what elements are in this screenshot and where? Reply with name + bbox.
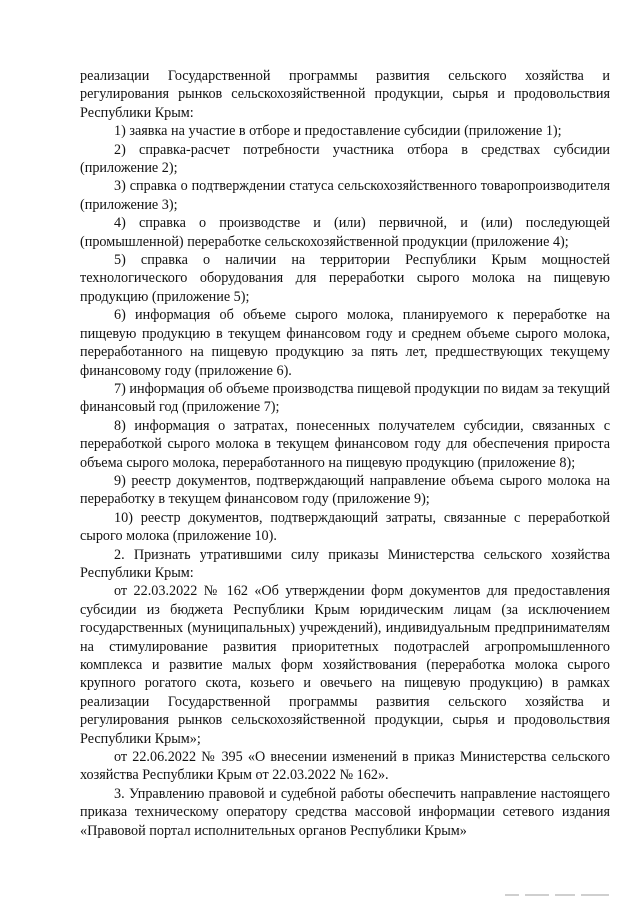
list-item-5: 5) справка о наличии на территории Республики Крым мощностей технологического оборудования для переработки сырого молока на пищевую продукцию (приложение 5);: [80, 252, 610, 305]
list-item-8: 8) информация о затратах, понесенных получателем субсидии, связанных с переработкой сырого молока в текущем финансовом году для обеспечения прироста объема сырого молока, переработанного на пищевую продукцию (приложение 8);: [80, 417, 610, 471]
list-item-1: 1) заявка на участие в отборе и предоставление субсидии (приложение 1);: [114, 123, 562, 140]
list-item-9: 9) реестр документов, подтверждающий направление объема сырого молока на переработку в текущем финансовом году (приложение 9);: [80, 472, 610, 508]
repealed-order-395: от 22.06.2022 № 395 «О внесении изменений в приказ Министерства сельского хозяйства Республики Крым от 22.03.2022 № 162».: [80, 749, 610, 784]
list-item-6: 6) информация об объеме сырого молока, планируемого к переработке на пищевую продукцию в текущем финансовом году и среднем объеме сырого молока, переработанного на пищевую продукцию за пять лет, предшествующих текущему финансовому году (приложение 6).: [80, 307, 610, 379]
document-body: [80, 67, 610, 840]
list-item-2: 2) справка-расчет потребности участника отбора в средствах субсидии (приложение 2);: [80, 141, 610, 177]
scan-artifact: [505, 894, 615, 897]
section-2: 2. Признать утратившими силу приказы Министерства сельского хозяйства Республики Крым:: [80, 546, 610, 581]
list-item-10: 10) реестр документов, подтверждающий затраты, связанные с переработкой сырого молока (приложение 10).: [80, 509, 610, 545]
section-3: 3. Управлению правовой и судебной работы обеспечить направление настоящего приказа техническому оператору средства массовой информации сетевого издания «Правовой портал исполнительных органов Республики Крым»: [80, 785, 610, 839]
list-item-4: 4) справка о производстве и (или) первичной, и (или) последующей (промышленной) переработке сельскохозяйственной продукции (приложение 4);: [80, 215, 610, 250]
list-item-3: 3) справка о подтверждении статуса сельскохозяйственного товаропроизводителя (приложение 3);: [80, 178, 610, 213]
repealed-order-162: от 22.03.2022 № 162 «Об утверждении форм документов для предоставления субсидии из бюджета Республики Крым юридическим лицам (за исключением государственных (муниципальных) учреждений), индивидуальным предпринимателям на стимулирование развития приоритетных подотраслей агропромышленного комплекса и развитие малых форм хозяйствования (переработка молока сырого крупного рогатого скота, козьего и овечьего на пищевую продукцию) в рамках реализации Государственной программы развития сельского хозяйства и регулирования рынков сельскохозяйственной продукции, сырья и продовольствия Республики Крым»;: [80, 583, 610, 747]
list-item-7: 7) информация об объеме производства пищевой продукции по видам за текущий финансовый год (приложение 7);: [80, 380, 610, 416]
paragraph-intro: реализации Государственной программы развития сельского хозяйства и регулирования рынков сельскохозяйственной продукции, сырья и продовольствия Республики Крым:: [80, 68, 610, 121]
